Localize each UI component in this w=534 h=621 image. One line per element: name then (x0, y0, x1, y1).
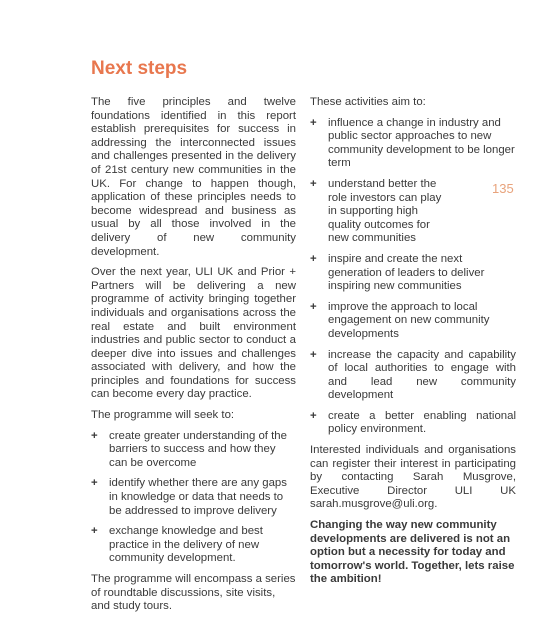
list-item (91, 525, 296, 566)
intro-paragraph: The five principles and twelve foundations identified in this report establish prerequisites for success in addressing the interconnected issues and challenges presented in the delivery of 21st century new communities in the UK. For change to happen though, application of these principles needs to become widespread and business as usual by all those involved in the delivery of new community development. (91, 96, 296, 258)
list-item-text: inspire and create the next generation of leaders to deliver inspiring new communities (328, 252, 485, 293)
plus-bullet-icon: + (91, 429, 98, 442)
plus-bullet-icon: + (310, 300, 317, 313)
page-title: Next steps (91, 58, 188, 79)
list-item (310, 178, 516, 246)
programme-goals-list (91, 430, 296, 566)
plus-bullet-icon: + (91, 477, 98, 490)
plus-bullet-icon: + (310, 348, 317, 361)
list-item-text: increase the capacity and capability of local authorities to engage with and lead new community development (328, 348, 516, 402)
right-column (310, 96, 516, 594)
list-item (310, 253, 516, 294)
plus-bullet-icon: + (310, 116, 317, 129)
list-item (310, 117, 516, 171)
list-item (310, 301, 516, 342)
programme-seek-label: The programme will seek to: (91, 409, 235, 422)
contact-paragraph: Interested individuals and organisations can register their interest in participating by contacting Sarah Musgrove, Executive Director ULI UK sarah.musgrove@uli.org. (310, 444, 516, 511)
list-item-text: identify whether there are any gaps in knowledge or data that needs to be addressed to improve delivery (109, 477, 287, 517)
list-item-text: exchange knowledge and best practice in the delivery of new community development. (109, 525, 263, 565)
activities-intro: These activities aim to: (310, 96, 426, 108)
programme-encompass-paragraph: The programme will encompass a series of roundtable discussions, site visits, and study tours. (91, 573, 296, 613)
list-item (91, 430, 296, 471)
activities-list (310, 117, 516, 437)
page-number: 135 (492, 181, 514, 196)
closing-statement: Changing the way new community developments are delivered is not an option but a necessity for today and tomorrow's world. Together, lets raise the ambition! (310, 519, 515, 586)
plus-bullet-icon: + (310, 177, 317, 190)
list-item-text: understand better the role investors can play in supporting high quality outcomes for new communities (328, 177, 442, 245)
list-item (310, 349, 516, 403)
plus-bullet-icon: + (310, 409, 317, 422)
list-item (310, 410, 516, 437)
list-item-text: improve the approach to local engagement on new community developments (328, 300, 490, 340)
programme-paragraph: Over the next year, ULI UK and Prior + Partners will be delivering a new programme of activity bringing together individuals and organisations across the real estate and built environment industries and public sector to conduct a deeper dive into issues and challenges associated with delivery, and how the principles and foundations for success can become every day practice. (91, 266, 296, 401)
list-item (91, 477, 296, 518)
plus-bullet-icon: + (310, 252, 317, 265)
left-column (91, 96, 296, 621)
list-item-text: create a better enabling national policy environment. (328, 409, 516, 436)
list-item-text: influence a change in industry and public sector approaches to new community development to be longer term (328, 116, 515, 170)
list-item-text: create greater understanding of the barriers to success and how they can be overcome (109, 429, 287, 469)
plus-bullet-icon: + (91, 525, 98, 538)
